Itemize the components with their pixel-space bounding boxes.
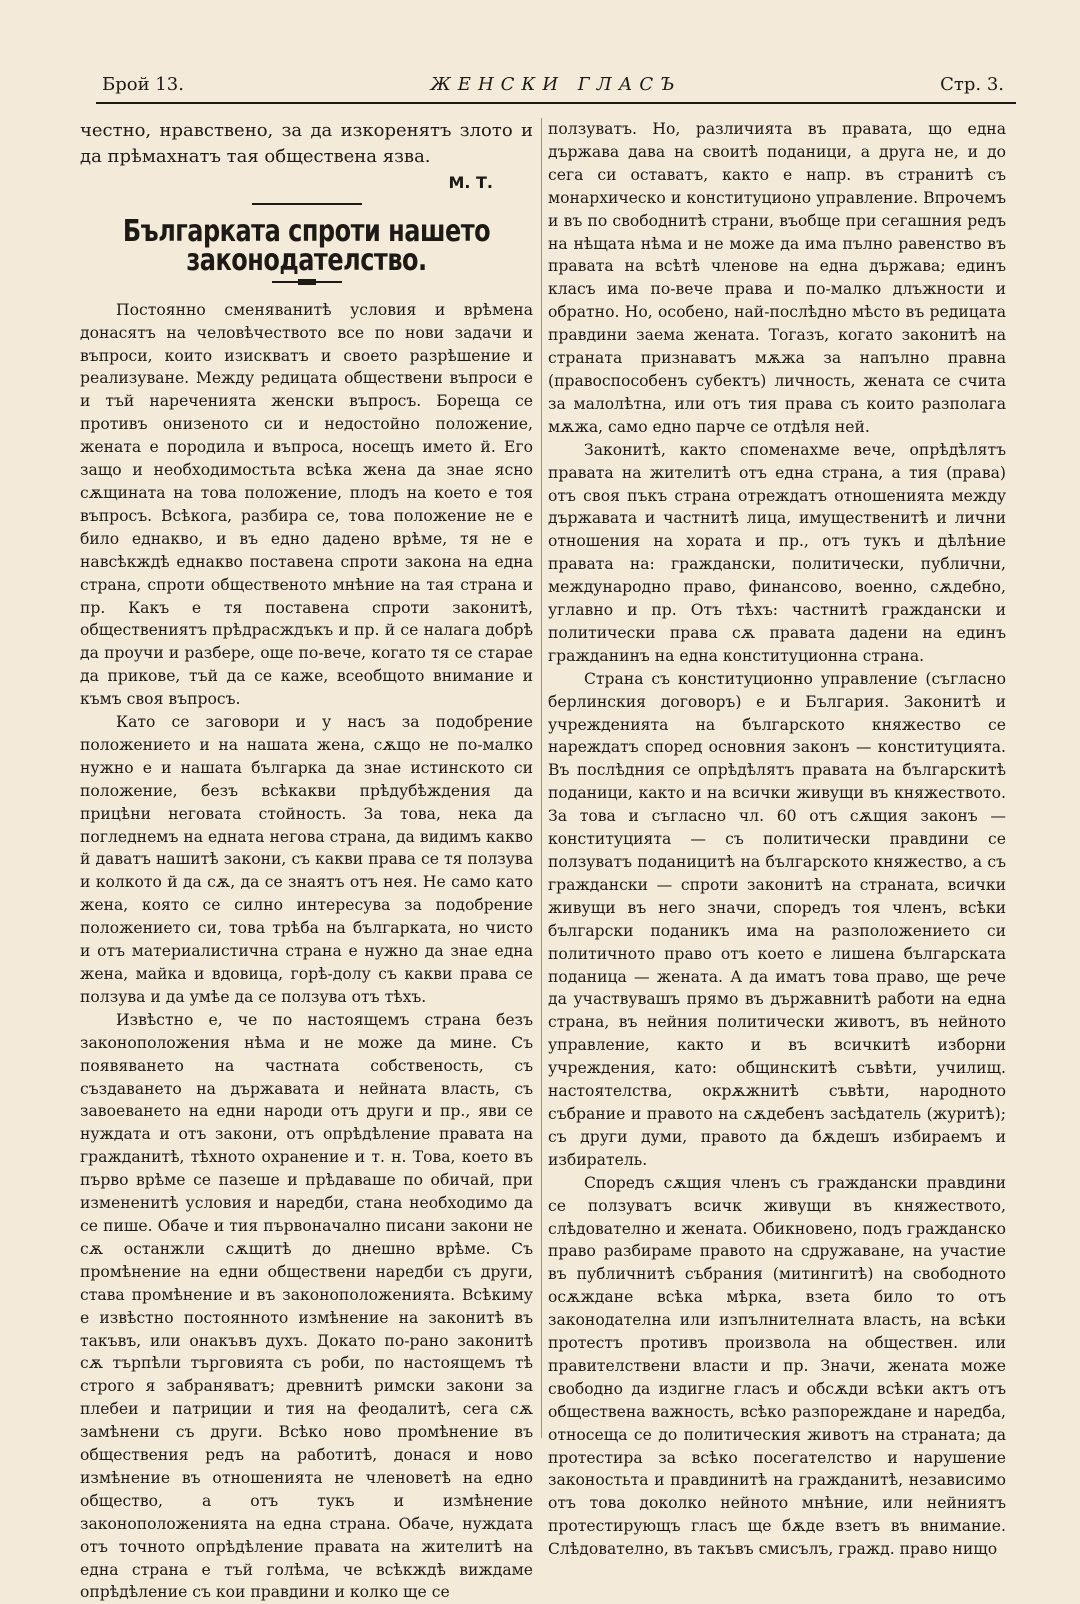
page-header — [96, 68, 1016, 104]
paragraph: Законитѣ, както споменахме вече, опрѣдѣлятъ правата на жителитѣ отъ една страна, а тия (права) отъ своя пъкъ страна отреждатъ отношенията между държавата и частнитѣ лица, имущественитѣ и лични отношения на хората и пр., отъ тукъ и дѣлѣние правата на: граждански, политически, публични, международно право, финансово, военно, сѫдебно, углавно и пр. Отъ тѣхъ: частнитѣ граждански и политически права сѫ правата дадени на единъ гражданинъ на една конституционна страна. — [548, 440, 1006, 665]
column-divider — [541, 118, 542, 1438]
paragraph: Като се заговори и у насъ за подобрение положението и на нашата жена, сѫщо не по-малко нужно е и нашата българка да знае истинското си положение, безъ всѣкакви прѣдубѣждения да прицѣни неговата стойность. За това, нека да погледнемъ на едната негова страна, да видимъ какво й даватъ нашитѣ закони, съ какви права се тя ползува и колкото й да сѫ, да се знаятъ отъ нея. Не само като жена, която се силно интересува за подобрение положението си, това трѣба на българката, но чисто и отъ материалистична страна е нужно да знае една жена, майка и вдовица, горѣ-долу съ какви права се ползува и да умѣе да се ползува отъ тѣхъ. — [80, 713, 533, 1006]
article-title: Българката спроти нашето законодателство. — [122, 213, 491, 278]
left-column — [80, 118, 533, 1604]
paragraph: ползуватъ. Но, различията въ правата, що една държава дава на своитѣ поданици, а друга не, и до сега си оставатъ, както е напр. въ странитѣ съ монархическо и конституционо управление. Впрочемъ и въ по свободнитѣ страни, въобще при сегашния редъ на нѣщата нѣма и не може да има пълно равенство въ правата на всѣтѣ членове на една държава; единъ класъ има по-вече права и по-малко длъжности и обратно. Но, особено, най-послѣдно мѣсто въ редицата правдини заема жената. Тогазъ, когато законитѣ на страната признаватъ мѫжа за напълно правна (правоспособенъ субектъ) личность, жената се счита за малолѣтна, или отъ тия права съ които разполага мѫжа, само едно парче се отдѣля ней. — [548, 120, 1006, 436]
author-signature: М. Т. — [448, 173, 493, 192]
paragraph: Извѣстно е, че по настоящемъ страна безъ законоположения нѣма и не може да мине. Съ появяването на частната собственость, съ създаването на държавата и нейната власть, съ завоеването на едни народи отъ други и пр., яви се нуждата и отъ закони, отъ опрѣдѣление правата на гражданитѣ, тѣхното охранение и т. н. Това, което въ първо врѣме се пазеше и прѣдаваше по обичай, при измененитѣ условия и наредби, стана необходимо да се пише. Обаче и тия първоначално писани закони не сѫ останжли сѫщитѣ до днешно врѣме. Съ промѣнение на едни обществени наредби съ други, става промѣнение и въ законоположенията. Всѣкиму е извѣстно постоянното измѣнение на законитѣ въ такъвъ, или онакъвъ духъ. Докато по-рано законитѣ сѫ търпѣли търговията съ роби, по настоящемъ тѣ строго я забраняватъ; древнитѣ римски закони за плебеи и патриции и тия на феодалитѣ, сега сѫ замѣнени съ други. Всѣко ново промѣнение въ обществения редъ на работитѣ, донася и ново измѣнение въ отношенията не членоветѣ на едно общество, а отъ тукъ и измѣнение законоположенията на една страна. Обаче, нуждата отъ точното опрѣдѣление правата на жителитѣ на една страна е тъй голѣма, че всѣкждѣ виждаме опрѣдѣление съ кои правдини и колко ще се — [80, 1010, 533, 1602]
issue-number: Брой 13. — [102, 74, 184, 95]
paragraph: Страна съ конституционно управление (съгласно берлинския договоръ) е и България. Законитѣ и учрежденията на българското княжество се нареждатъ според основния законъ — конституцията. Въ послѣдния се опрѣдѣлятъ правата на българскитѣ поданици, както и на всички живущи въ княжеството. За това и съгласно чл. 60 отъ сѫщия законъ — конституцията — съ политически правдини се ползуватъ поданицитѣ на българското княжество, а съ граждански — спроти законитѣ на страната, всички живущи въ него значи, споредъ тоя членъ, всѣки български поданикъ има на разположението си политичното право отъ което е лишена българската поданица — жената. А да иматъ това право, ще рече да участвувашъ прямо въ държавнитѣ работи на една страна, въ нейния политически животъ, въ нейното управление, както и въ всичкитѣ изборни учреждения, като: общинскитѣ съвѣти, училищ. настоятелства, окрѫжнитѣ съвѣти, народното събрание и правото на сѫдебенъ засѣдатель (журитѣ); съ други думи, правото да бѫдешъ избираемъ и избиратель. — [548, 669, 1006, 1169]
paragraph: Споредъ сѫщия членъ съ граждански правдини се ползуватъ всичк живущи въ княжеството, слѣдователно и жената. Обикновено, подъ гражданско право разбираме правото на сдружаване, на участие въ публичнитѣ събрания (митингитѣ) на свободното осѫждане всѣка мѣрка, взета било то отъ законодателна или изпълнителната власть, на всѣки протестъ противъ произвола на обществен. или правителствени власти и пр. Значи, жената може свободно да издигне гласъ и обсѫди всѣки актъ отъ обществена важность, всѣко разпореждане и наредба, относеща се до политическия животъ на страната; да протестира за всѣко посегателство и нарушение законостьта и правдинитѣ на гражданитѣ, независимо отъ това доколко нейното мнѣние, или нейниятъ протестирующъ гласъ ще бѫде взетъ въ внимание. Слѣдователно, въ такъвъ смисълъ, гражд. право нищо — [548, 1173, 1006, 1559]
right-column — [548, 118, 1006, 1561]
masthead-title: ЖЕНСКИ ГЛАСЪ — [430, 74, 682, 95]
title-ornament — [272, 281, 342, 283]
previous-article-ending: честно, нравствено, за да изкоренятъ злото и да прѣмахнатъ тая обществена язва. — [80, 120, 533, 167]
section-rule — [252, 203, 362, 205]
paragraph: Постоянно сменяванитѣ условия и врѣмена донасятъ на человѣчеството все по нови задачи и въпроси, които изискватъ и своето разрѣшение и реализуване. Между редицата обществени въпроси е и тъй нареченията женски въпросъ. Бореща се противъ онизеното си и недостойно положение, жената е породила и въпроса, носещъ името й. Его защо и необходимостьта всѣка жена да знае ясно сѫщината на това положение, плодъ на което е тоя въпросъ. Всѣкога, разбира се, това положение не е било еднакво, и въ едно дадено врѣме, тя не е навсѣкждѣ еднакво поставена спроти закона на една страна, спроти общественото мнѣние на тая страна и пр. Какъ е тя поставена спроти законитѣ, обществениятъ прѣдрасждъкъ и пр. й се налага добрѣ да проучи и разбере, още по-вече, когато тя се старае да прикове, тъй да се каже, всеобщото внимание и къмъ своя въпросъ. — [80, 300, 533, 709]
page-number: Стр. 3. — [940, 74, 1004, 95]
